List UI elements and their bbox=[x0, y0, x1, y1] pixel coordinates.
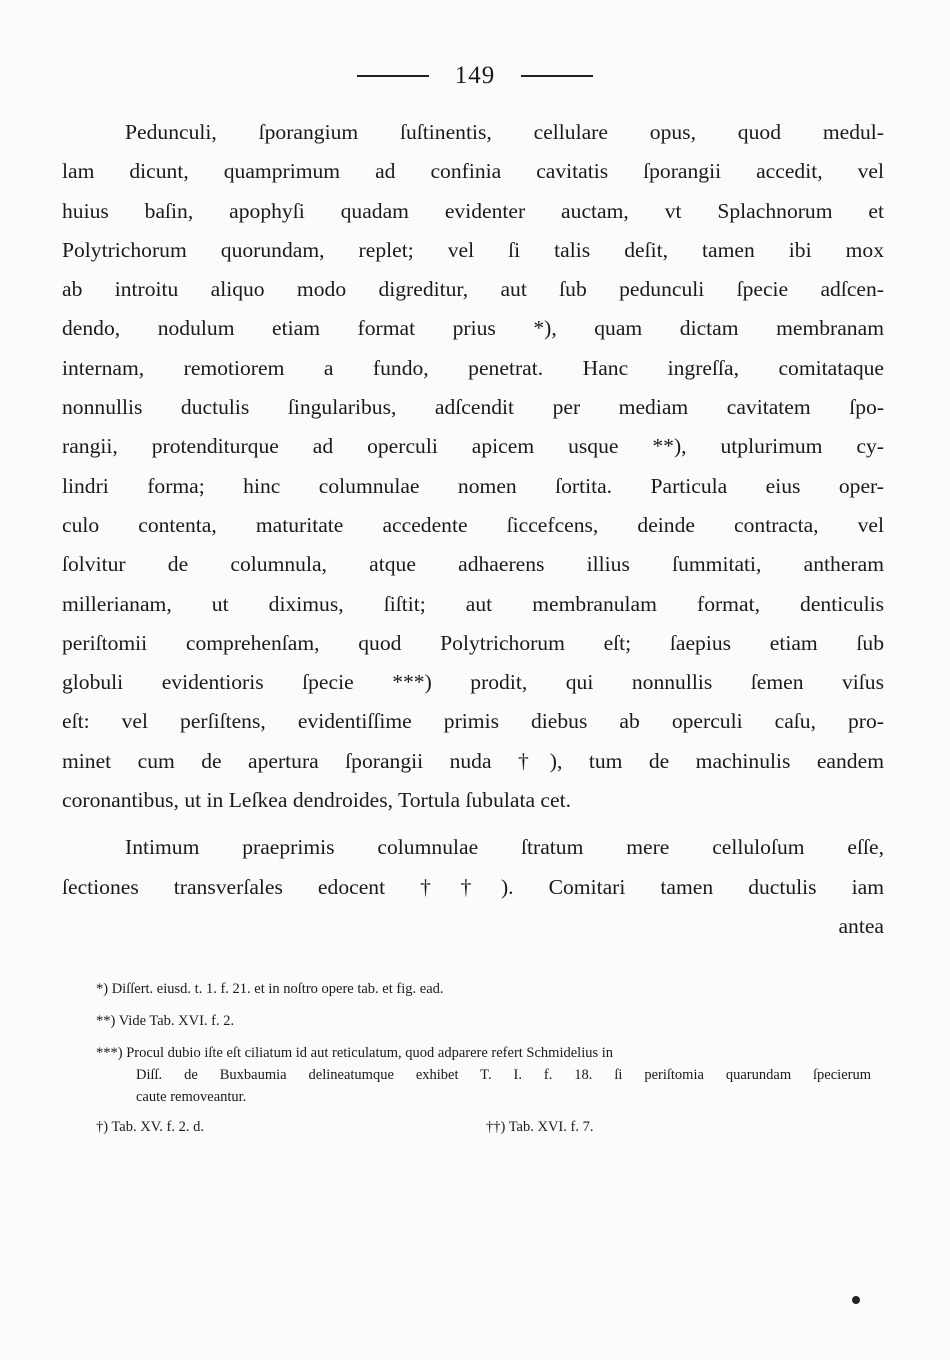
text-line: internam, remotiorem a fundo, penetrat. Hanc ingreſſa, comitataque bbox=[62, 355, 884, 380]
text-line: millerianam, ut diximus, ſiſtit; aut membranulam format, denticulis bbox=[62, 591, 884, 616]
text-line: ſectiones transverſales edocent ††). Comitari tamen ductulis iam bbox=[62, 874, 884, 899]
text-line: coronantibus, ut in Leſkea dendroides, Tortula ſubulata cet. bbox=[62, 788, 571, 813]
text-line: Pedunculi, ſporangium ſuſtinentis, cellulare opus, quod medul- bbox=[125, 120, 884, 144]
paragraph-gap bbox=[62, 820, 884, 828]
header-rule-left bbox=[357, 75, 429, 77]
footnote-4: †) Tab. XV. f. 2. d. bbox=[96, 1119, 204, 1135]
text-line: lam dicunt, quamprimum ad confinia cavitatis ſporangii accedit, vel bbox=[62, 159, 884, 184]
footnote-3-continued: Diſſ. de Buxbaumia delineatumque exhibet T. I. f. 18. ſi periſtomia quarundam ſpecierum bbox=[136, 1067, 871, 1083]
catchword: antea bbox=[838, 913, 884, 938]
page-number: 149 bbox=[454, 62, 496, 89]
footnote-row bbox=[96, 1116, 876, 1138]
paragraph-1 bbox=[62, 113, 884, 820]
text-line: globuli evidentioris ſpecie ***) prodit, qui nonnullis ſemen viſus bbox=[62, 670, 884, 695]
header-rule-right bbox=[521, 75, 593, 77]
text-line: lindri forma; hinc columnulae nomen ſortita. Particula eius oper- bbox=[62, 473, 884, 498]
text-line: minet cum de apertura ſporangii nuda †), tum de machinulis eandem bbox=[62, 748, 884, 773]
page-header bbox=[0, 62, 950, 90]
footnote-1: *) Diſſert. eiusd. t. 1. f. 21. et in noſtro opere tab. et fig. ead. bbox=[96, 981, 444, 997]
footnotes bbox=[96, 978, 876, 1138]
footnote-2: **) Vide Tab. XVI. f. 2. bbox=[96, 1013, 235, 1029]
text-line: Polytrichorum quorundam, replet; vel ſi talis deſit, tamen ibi mox bbox=[62, 237, 884, 262]
printer-mark bbox=[852, 1296, 860, 1304]
text-line: periſtomii comprehenſam, quod Polytrichorum eſt; ſaepius etiam ſub bbox=[62, 630, 884, 655]
paragraph-2 bbox=[62, 828, 884, 946]
text-line: ab introitu aliquo modo digreditur, aut ſub pedunculi ſpecie adſcen- bbox=[62, 277, 884, 302]
footnote-3: ***) Procul dubio iſte eſt ciliatum id aut reticulatum, quod adparere refert Schmidelius in bbox=[96, 1045, 614, 1061]
footnote-5: ††) Tab. XVI. f. 7. bbox=[486, 1119, 594, 1135]
text-line: nonnullis ductulis ſingularibus, adſcendit per mediam cavitatem ſpo- bbox=[62, 395, 884, 420]
text-line: ſolvitur de columnula, atque adhaerens illius ſummitati, antheram bbox=[62, 552, 884, 577]
text-line: dendo, nodulum etiam format prius *), quam dictam membranam bbox=[62, 316, 884, 341]
text-line: rangii, protenditurque ad operculi apicem usque **), utplurimum cy- bbox=[62, 434, 884, 459]
text-line: eſt: vel perſiſtens, evidentiſſime primis diebus ab operculi caſu, pro- bbox=[62, 709, 884, 734]
text-line: huius baſin, apophyſi quadam evidenter auctam, vt Splachnorum et bbox=[62, 198, 884, 223]
footnote-3-continued: caute removeantur. bbox=[136, 1089, 247, 1105]
body-text bbox=[62, 113, 884, 946]
text-line: culo contenta, maturitate accedente ſiccefcens, deinde contracta, vel bbox=[62, 512, 884, 537]
text-line: Intimum praeprimis columnulae ſtratum mere celluloſum eſſe, bbox=[125, 835, 884, 860]
